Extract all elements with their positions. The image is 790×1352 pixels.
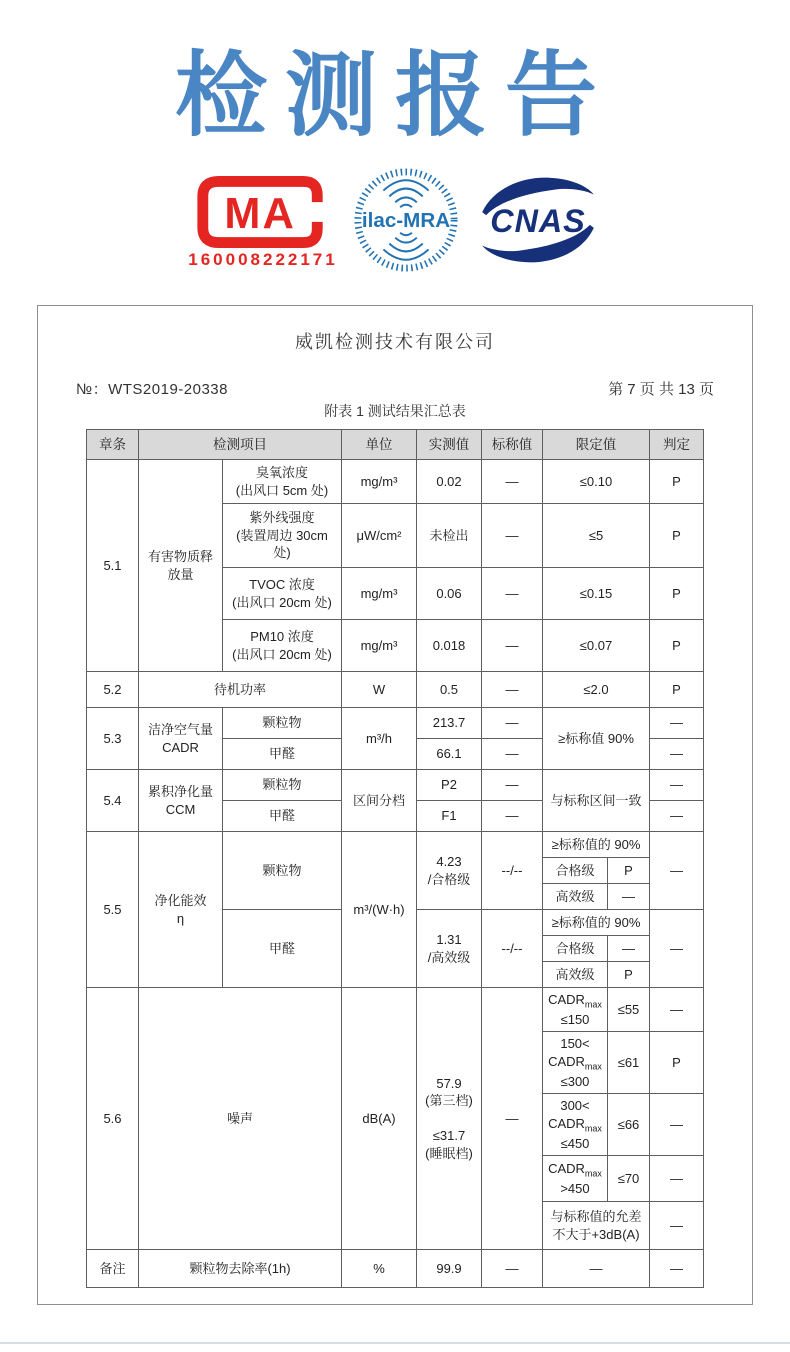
table-cell: — xyxy=(482,770,543,801)
table-cell: ≤0.10 xyxy=(543,460,650,504)
page-bottom-edge xyxy=(0,1342,790,1344)
table-cell: — xyxy=(482,460,543,504)
table-cell: 150< $CADR_{max}$ ≤300 xyxy=(543,1032,608,1094)
table-cell: 累积净化量 CCM xyxy=(139,770,223,832)
table-cell: 未检出 xyxy=(417,504,482,568)
results-table xyxy=(86,429,704,1288)
table-cell: 高效级 xyxy=(543,884,608,910)
table-cell: 5.4 xyxy=(87,770,139,832)
table-cell: --/-- xyxy=(482,832,543,910)
table-cell: % xyxy=(342,1250,417,1288)
table-cell: 5.1 xyxy=(87,460,139,672)
table-cell: 99.9 xyxy=(417,1250,482,1288)
table-cell: 有害物质释放量 xyxy=(139,460,223,672)
cnas-label: CNAS xyxy=(490,202,586,239)
column-header: 判定 xyxy=(650,430,704,460)
table-cell: 5.5 xyxy=(87,832,139,988)
table-cell: 300< $CADR_{max}$ ≤450 xyxy=(543,1094,608,1156)
table-cell: — xyxy=(482,620,543,672)
table-cell: 0.02 xyxy=(417,460,482,504)
table-cell: P xyxy=(650,568,704,620)
table-cell: — xyxy=(608,936,650,962)
table-cell: ≤55 xyxy=(608,988,650,1032)
table-cell: ≤66 xyxy=(608,1094,650,1156)
table-cell: — xyxy=(650,910,704,988)
table-cell: 57.9 (第三档) ≤31.7 (睡眠档) xyxy=(417,988,482,1250)
table-cell: ≤70 xyxy=(608,1156,650,1202)
table-cell: 洁净空气量 CADR xyxy=(139,708,223,770)
table-cell: P xyxy=(650,1032,704,1094)
table-cell: 颗粒物去除率(1h) xyxy=(139,1250,342,1288)
table-cell: 甲醛 xyxy=(223,910,342,988)
table-cell: 5.2 xyxy=(87,672,139,708)
cma-certificate-number: 160008222171 xyxy=(188,250,338,270)
table-cell: ≤0.07 xyxy=(543,620,650,672)
page-title: 检测报告 xyxy=(174,45,615,147)
report-number-label: №： xyxy=(76,381,109,399)
table-cell: — xyxy=(482,988,543,1250)
table-cell: ≥标称值的 90% xyxy=(543,910,650,936)
table-cell: — xyxy=(482,672,543,708)
cma-logo-icon xyxy=(189,170,337,254)
table-cell: 颗粒物 xyxy=(223,832,342,910)
table-cell: 与标称区间一致 xyxy=(543,770,650,832)
table-cell: 高效级 xyxy=(543,962,608,988)
table-cell: — xyxy=(650,708,704,739)
company-name: 威凯检测技术有限公司 xyxy=(295,332,495,353)
table-cell: ≥标称值 90% xyxy=(543,708,650,770)
table-cell: ≥标称值的 90% xyxy=(543,832,650,858)
table-cell: 0.018 xyxy=(417,620,482,672)
table-cell: 备注 xyxy=(87,1250,139,1288)
table-cell: P xyxy=(650,620,704,672)
table-cell: P xyxy=(650,504,704,568)
column-header: 检测项目 xyxy=(139,430,342,460)
table-cell: 5.3 xyxy=(87,708,139,770)
table-cell: 甲醛 xyxy=(223,739,342,770)
table-cell: dB(A) xyxy=(342,988,417,1250)
table-cell: P xyxy=(608,962,650,988)
table-cell: 合格级 xyxy=(543,858,608,884)
page-indicator: 第 7 页 共 13 页 xyxy=(608,381,714,399)
table-cell: ≤2.0 xyxy=(543,672,650,708)
table-cell: 4.23 /合格级 xyxy=(417,832,482,910)
table-cell: — xyxy=(650,832,704,910)
table-row xyxy=(87,770,704,801)
table-cell: P xyxy=(650,672,704,708)
table-cell: — xyxy=(650,770,704,801)
table-cell: --/-- xyxy=(482,910,543,988)
table-cell: — xyxy=(482,1250,543,1288)
table-cell: 待机功率 xyxy=(139,672,342,708)
table-cell: — xyxy=(482,739,543,770)
table-cell: TVOC 浓度 (出风口 20cm 处) xyxy=(223,568,342,620)
table-cell: 紫外线强度 (装置周边 30cm 处) xyxy=(223,504,342,568)
table-row xyxy=(87,1250,704,1288)
page-root xyxy=(0,46,790,1352)
report-page-frame xyxy=(37,305,753,1305)
table-cell: — xyxy=(650,988,704,1032)
table-cell: 甲醛 xyxy=(223,801,342,832)
column-header: 单位 xyxy=(342,430,417,460)
table-cell: 1.31 /高效级 xyxy=(417,910,482,988)
table-row xyxy=(87,708,704,739)
table-cell: 区间分档 xyxy=(342,770,417,832)
table-cell: mg/m³ xyxy=(342,460,417,504)
table-cell: — xyxy=(543,1250,650,1288)
table-cell: P xyxy=(608,858,650,884)
table-cell: 66.1 xyxy=(417,739,482,770)
table-row xyxy=(87,460,704,504)
table-cell: 与标称值的允差 不大于+3dB(A) xyxy=(543,1202,650,1250)
table-row xyxy=(87,430,704,460)
results-table-head xyxy=(87,430,704,460)
table-caption: 附表 1 测试结果汇总表 xyxy=(324,403,466,420)
certification-logos xyxy=(0,161,790,279)
table-cell: $CADR_{max}$ ≤150 xyxy=(543,988,608,1032)
table-cell: — xyxy=(482,504,543,568)
table-cell: ≤5 xyxy=(543,504,650,568)
table-cell: — xyxy=(650,801,704,832)
table-cell: P2 xyxy=(417,770,482,801)
column-header: 实测值 xyxy=(417,430,482,460)
table-cell: — xyxy=(482,708,543,739)
table-cell: — xyxy=(650,1094,704,1156)
table-cell: 0.5 xyxy=(417,672,482,708)
table-cell: — xyxy=(482,801,543,832)
report-number-value: WTS2019-20338 xyxy=(108,381,228,399)
ilac-mra-label: ilac-MRA xyxy=(361,209,451,233)
table-row xyxy=(87,988,704,1032)
column-header: 章条 xyxy=(87,430,139,460)
table-cell: 颗粒物 xyxy=(223,708,342,739)
table-cell: — xyxy=(650,1202,704,1250)
table-cell: 5.6 xyxy=(87,988,139,1250)
column-header: 标称值 xyxy=(482,430,543,460)
table-cell: 颗粒物 xyxy=(223,770,342,801)
table-cell: mg/m³ xyxy=(342,568,417,620)
cma-letters: MA xyxy=(224,189,296,238)
table-row xyxy=(87,832,704,858)
table-cell: 臭氧浓度 (出风口 5cm 处) xyxy=(223,460,342,504)
table-cell: W xyxy=(342,672,417,708)
table-cell: m³/h xyxy=(342,708,417,770)
table-cell: — xyxy=(608,884,650,910)
cma-logo xyxy=(188,170,338,270)
cnas-logo-icon xyxy=(474,173,602,267)
ilac-mra-logo-icon xyxy=(352,166,460,274)
table-cell: P xyxy=(650,460,704,504)
table-cell: ≤0.15 xyxy=(543,568,650,620)
table-cell: μW/cm² xyxy=(342,504,417,568)
table-cell: 噪声 xyxy=(139,988,342,1250)
table-cell: mg/m³ xyxy=(342,620,417,672)
table-cell: PM10 浓度 (出风口 20cm 处) xyxy=(223,620,342,672)
table-cell: — xyxy=(650,739,704,770)
results-table-body xyxy=(87,460,704,1288)
table-cell: 净化能效 η xyxy=(139,832,223,988)
table-cell: — xyxy=(650,1156,704,1202)
table-cell: 合格级 xyxy=(543,936,608,962)
column-header: 限定值 xyxy=(543,430,650,460)
table-cell: m³/(W·h) xyxy=(342,832,417,988)
table-cell: — xyxy=(482,568,543,620)
table-cell: ≤61 xyxy=(608,1032,650,1094)
table-cell: $CADR_{max}$ >450 xyxy=(543,1156,608,1202)
table-cell: 0.06 xyxy=(417,568,482,620)
table-cell: 213.7 xyxy=(417,708,482,739)
report-number xyxy=(76,378,228,399)
report-meta-row xyxy=(38,378,752,399)
table-cell: F1 xyxy=(417,801,482,832)
table-row xyxy=(87,672,704,708)
table-cell: — xyxy=(650,1250,704,1288)
